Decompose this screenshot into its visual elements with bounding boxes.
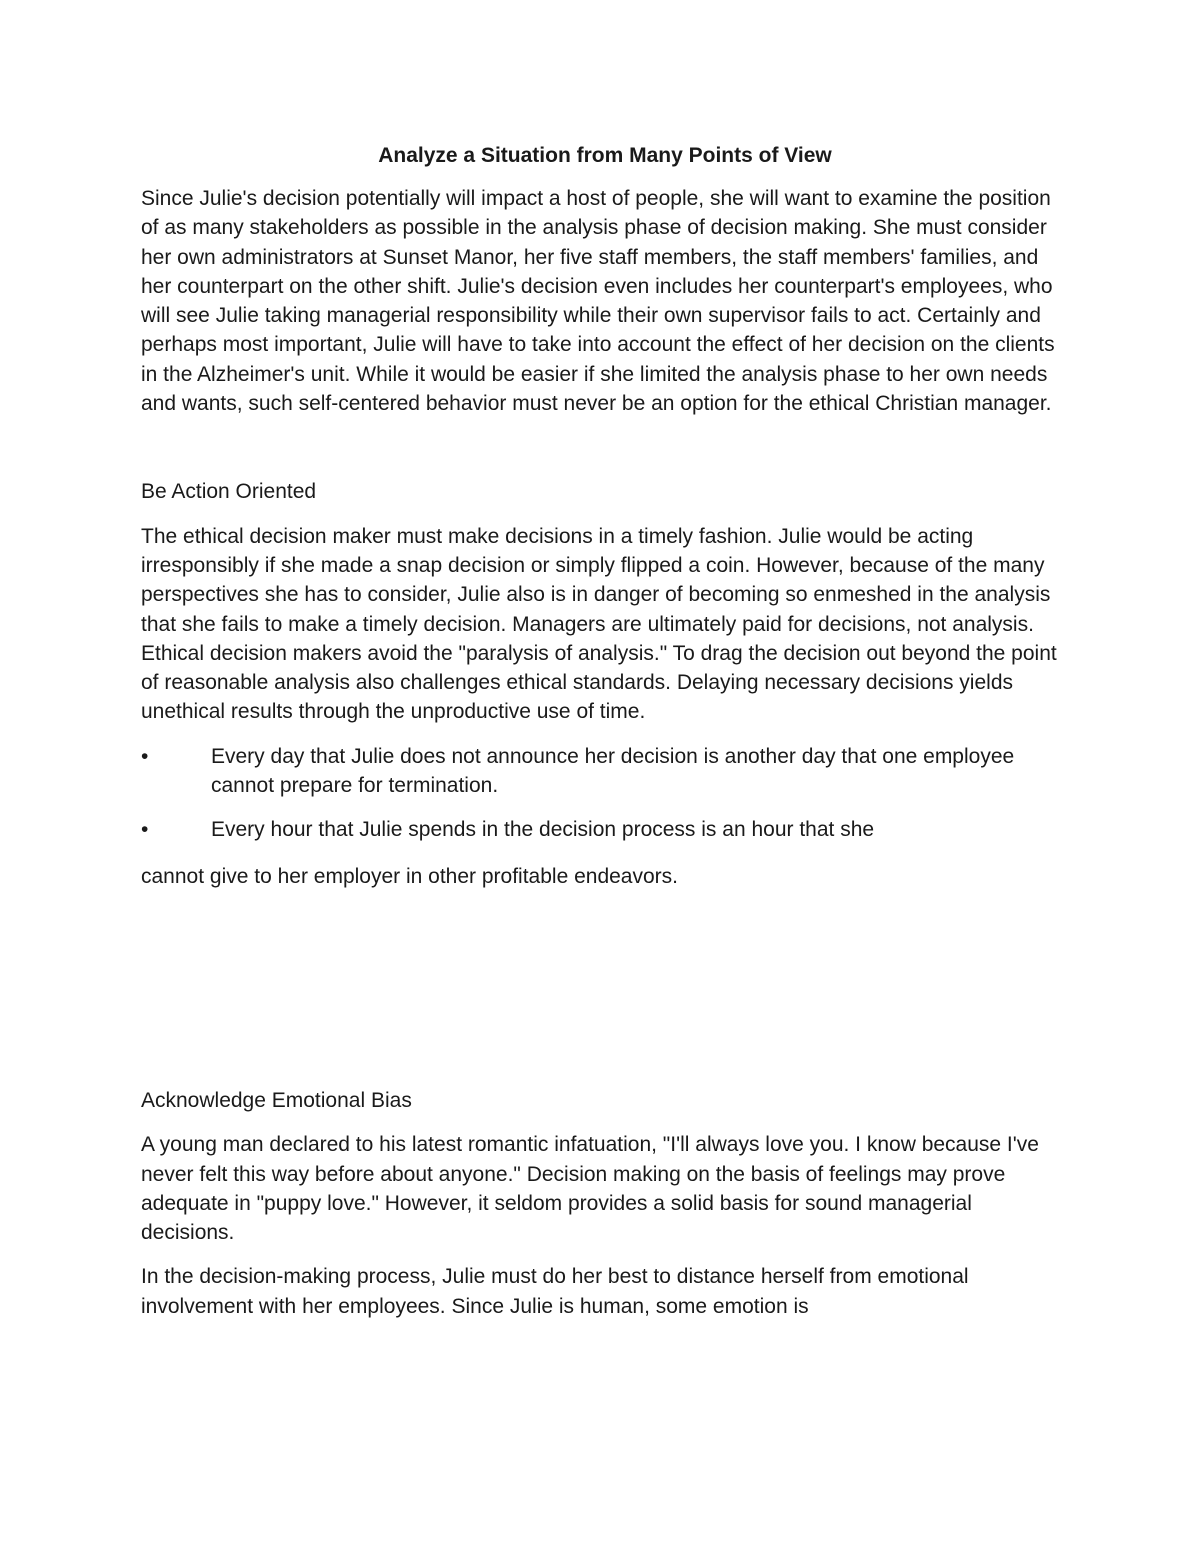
bullet-item-1 (141, 742, 1061, 801)
action-paragraph: The ethical decision maker must make decisions in a timely fashion. Julie would be acting irresponsibly if she made a snap decision or simply flipped a coin. However, because of the many perspectives she has to consider, Julie also is in danger of becoming so enmeshed in the analysis that she fails to make a timely decision. Managers are ultimately paid for decisions, not analysis. Ethical decision makers avoid the "paralysis of analysis." To drag the decision out beyond the point of reasonable analysis also challenges ethical standards. Delaying necessary decisions yields unethical results through the unproductive use of time. (141, 524, 1057, 724)
document-title: Analyze a Situation from Many Points of View (378, 144, 832, 167)
section-heading-emotional-bias: Acknowledge Emotional Bias (141, 1088, 412, 1112)
intro-paragraph: Since Julie's decision potentially will impact a host of people, she will want to examine the position of as many stakeholders as possible in the analysis phase of decision making. She must consider her own administrators at Sunset Manor, her five staff members, the staff members' families, and her counterpart on the other shift. Julie's decision even includes her counterpart's employees, who will see Julie taking managerial responsibility while their own supervisor fails to act. Certainly and perhaps most important, Julie will have to take into account the effect of her decision on the clients in the Alzheimer's unit. While it would be easier if she limited the analysis phase to her own needs and wants, such self-centered behavior must never be an option for the ethical Christian manager. (141, 187, 1055, 416)
bullet-text: Every day that Julie does not announce her decision is another day that one employee cannot prepare for termination. (211, 744, 1015, 798)
section-heading-action: Be Action Oriented (141, 480, 317, 504)
bullet-continuation: cannot give to her employer in other profitable endeavors. (141, 864, 678, 888)
bullet-text: Every hour that Julie spends in the decision process is an hour that she (211, 818, 875, 842)
bullet-item-2 (141, 815, 1061, 844)
bullet-symbol: • (141, 818, 149, 842)
bullet-symbol: • (141, 744, 149, 768)
document-page (141, 140, 1061, 1321)
emotional-bias-paragraph-1: A young man declared to his latest romantic infatuation, "I'll always love you. I know because I've never felt this way before about anyone." Decision making on the basis of feelings may prove adequate in "puppy love." However, it seldom provides a solid basis for sound managerial decisions. (141, 1133, 1039, 1245)
emotional-bias-paragraph-2: In the decision-making process, Julie must do her best to distance herself from emotional involvement with her employees. Since Julie is human, some emotion is (141, 1265, 969, 1318)
